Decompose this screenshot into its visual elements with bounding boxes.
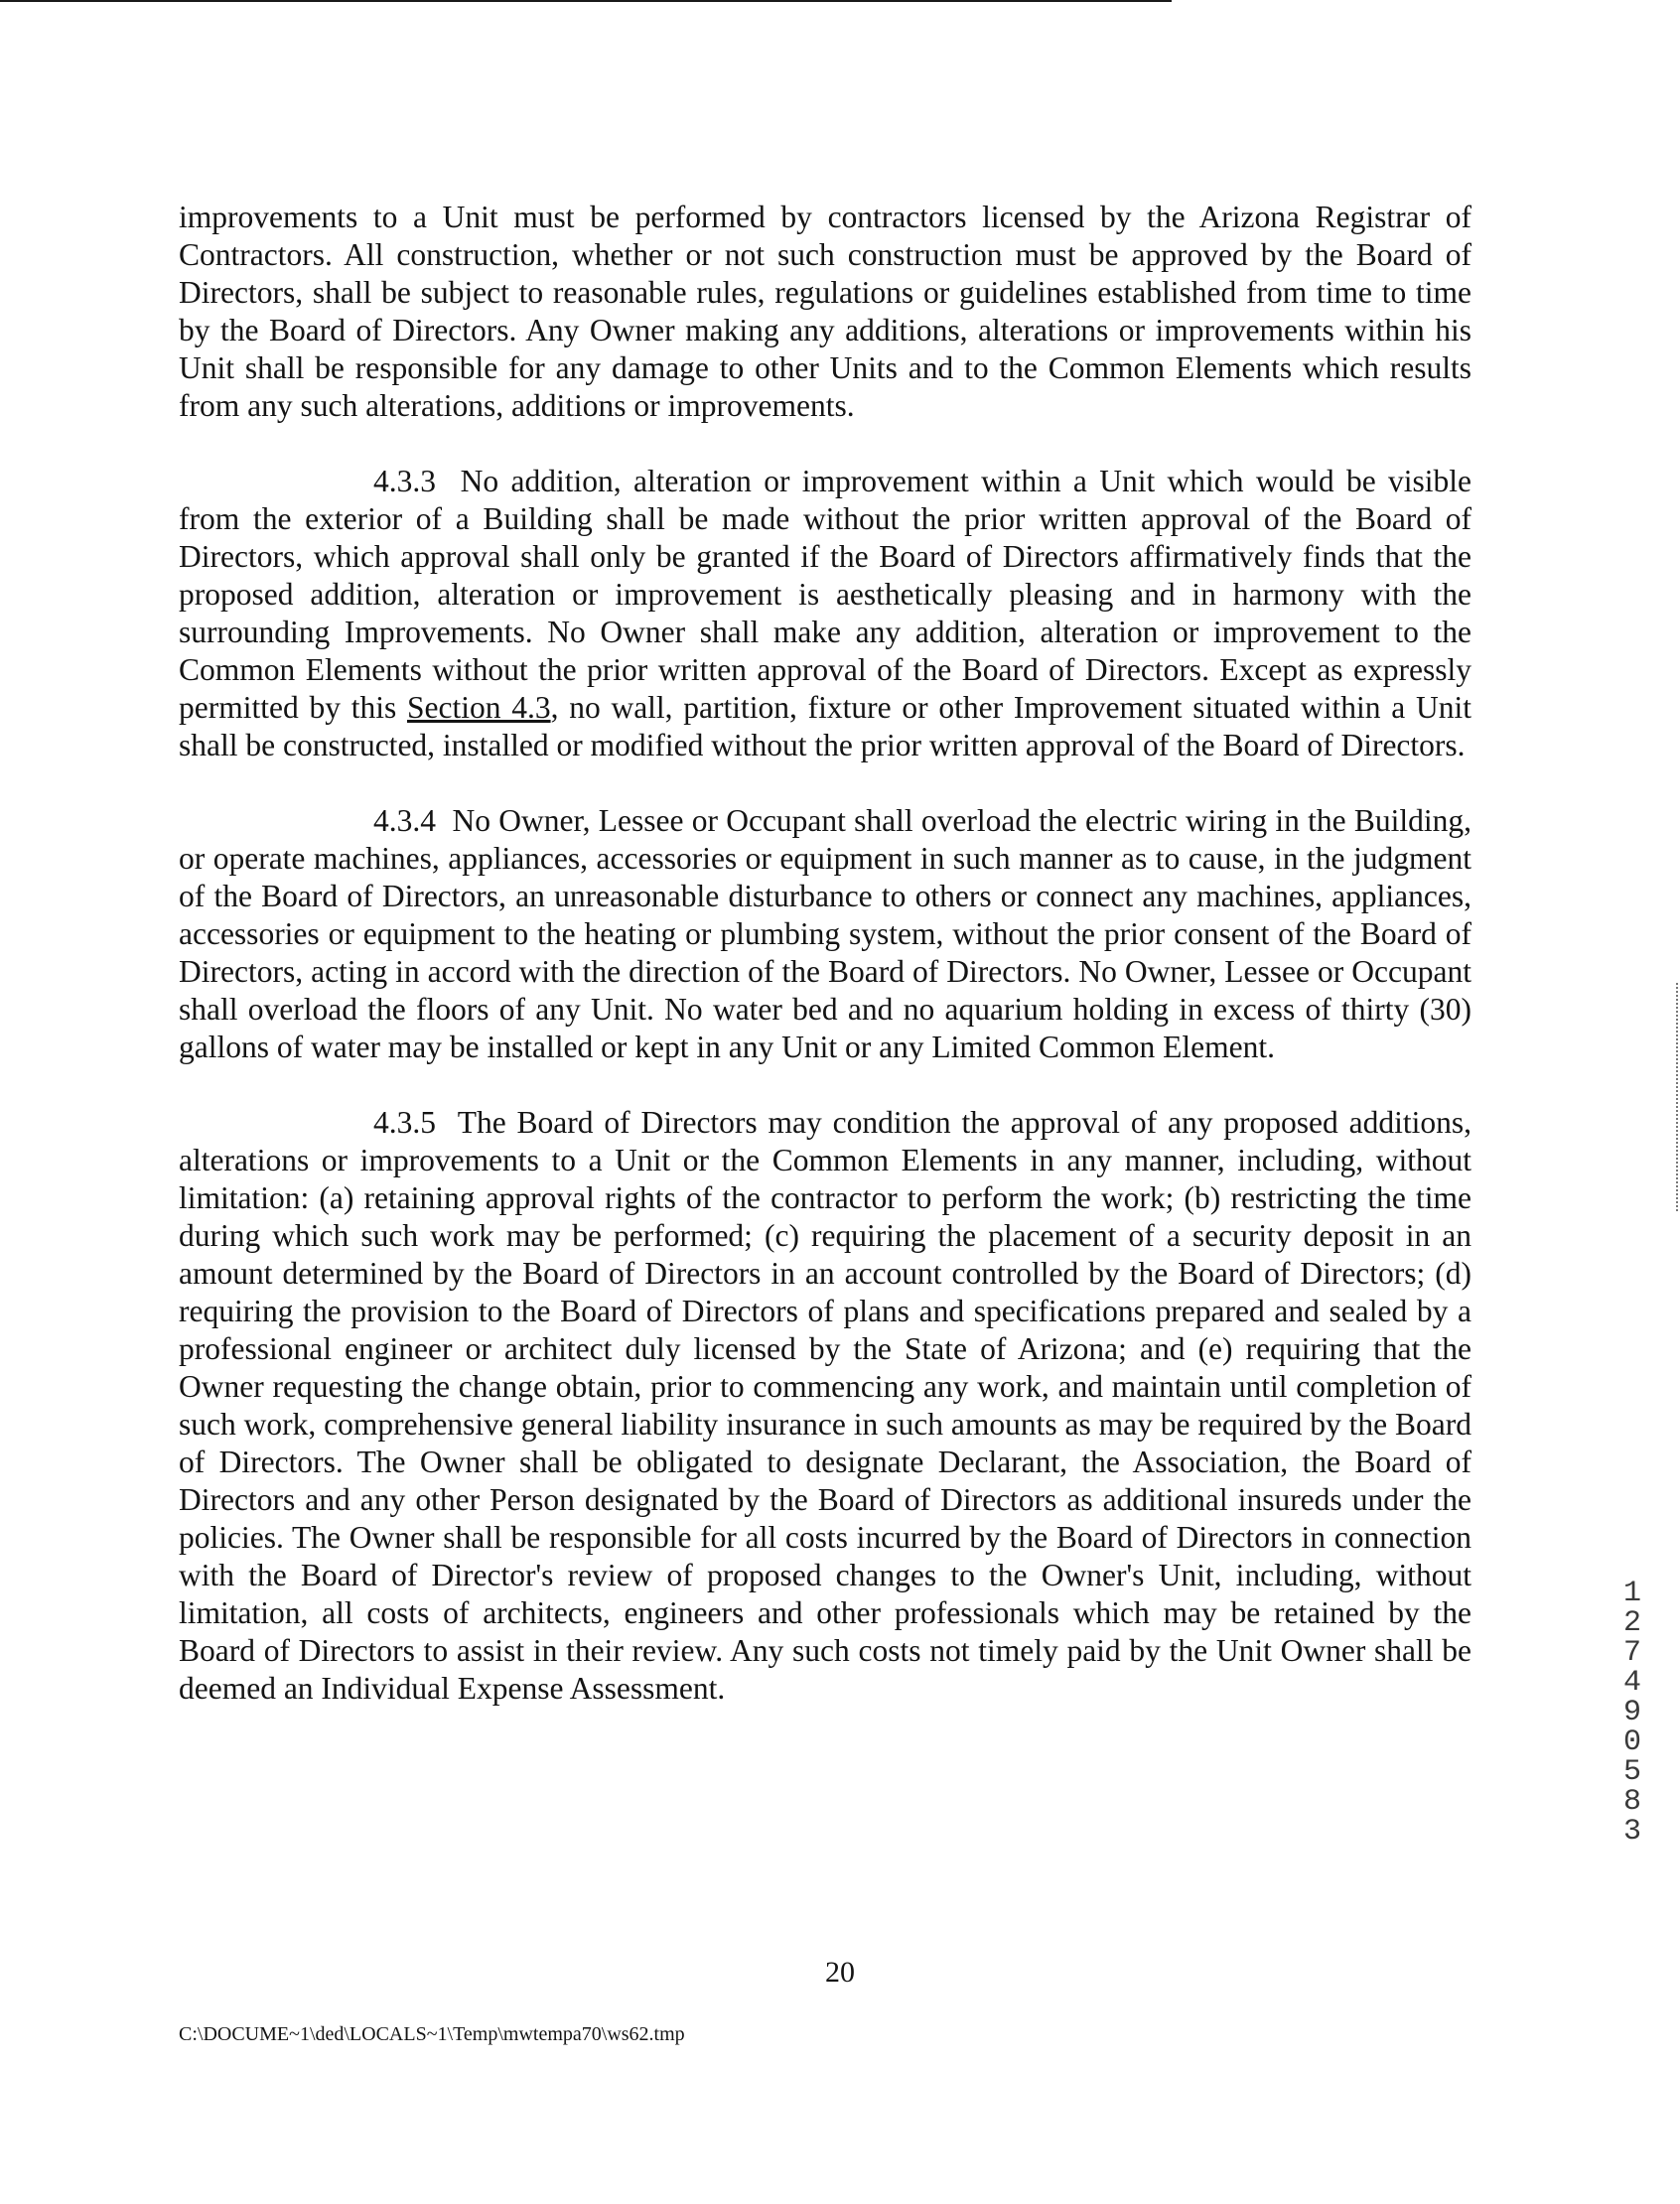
section-number: 4.3.3 [373, 464, 436, 498]
recording-stamp: 12749 0583 [1622, 1577, 1641, 1849]
paragraph-4-3-4 [179, 802, 1471, 1066]
document-page [179, 199, 1471, 1745]
paragraph-4-3-5 [179, 1104, 1471, 1708]
paragraph-text: No addition, alteration or improvement within a Unit which would be visible from the exterior of a Building shall be made without the prior written approval of the Board of Directors, which approval shall only be granted if the Board of Directors affirmatively finds that the proposed addition, alteration or improvement is aesthetically pleasing and in harmony with the surrounding Improvements. No Owner shall make any addition, alteration or improvement to the Common Elements without the prior written approval of the Board of Directors. Except as expressly permitted by this [179, 464, 1471, 725]
file-path-footer: C:\DOCUME~1\ded\LOCALS~1\Temp\mwtempa70\ws62.tmp [179, 2023, 685, 2045]
paragraph-4-3-3 [179, 463, 1471, 764]
paragraph-continuation [179, 199, 1471, 425]
paragraph-text: The Board of Directors may condition the approval of any proposed additions, alterations or improvements to a Unit or the Common Elements in any manner, including, without limitation: (a) retaining approval rights of the contractor to perform the work; (b) restricting the time during which such work may be performed; (c) requiring the placement of a security deposit in an amount determined by the Board of Directors in an account controlled by the Board of Directors; (d) requiring the provision to the Board of Directors of plans and specifications prepared and sealed by a professional engineer or architect duly licensed by the State of Arizona; and (e) requiring that the Owner requesting the change obtain, prior to commencing any work, and maintain until completion of such work, comprehensive general liability insurance in such amounts as may be required by the Board of Directors. The Owner shall be obligated to designate Declarant, the Association, the Board of Directors and any other Person designated by the Board of Directors as additional insureds under the policies. The Owner shall be responsible for all costs incurred by the Board of Directors in connection with the Board of Director's review of proposed changes to the Owner's Unit, including, without limitation, all costs of architects, engineers and other professionals which may be retained by the Board of Directors to assist in their review. Any such costs not timely paid by the Unit Owner shall be deemed an Individual Expense Assessment. [179, 1105, 1472, 1706]
section-reference-link: Section 4.3 [406, 690, 551, 725]
section-number: 4.3.5 [373, 1105, 436, 1140]
scan-edge-marks [1676, 983, 1680, 1211]
section-number: 4.3.4 [373, 803, 436, 838]
paragraph-text: , no wall, partition, fixture or other Improvement situated within a Unit shall be constructed, installed or modified without the prior written approval of the Board of Directors. [179, 690, 1471, 762]
page-number: 20 [825, 1956, 855, 1989]
paragraph-text: improvements to a Unit must be performed by contractors licensed by the Arizona Registrar of Contractors. All construction, whether or not such construction must be approved by the Board of Directors, shall be subject to reasonable rules, regulations or guidelines established from time to time by the Board of Directors. Any Owner making any additions, alterations or improvements within his Unit shall be responsible for any damage to other Units and to the Common Elements which results from any such alterations, additions or improvements. [179, 200, 1471, 423]
paragraph-text: No Owner, Lessee or Occupant shall overload the electric wiring in the Building, or operate machines, appliances, accessories or equipment in such manner as to cause, in the judgment of the Board of Directors, an unreasonable disturbance to others or connect any machines, appliances, accessories or equipment to the heating or plumbing system, without the prior consent of the Board of Directors, acting in accord with the direction of the Board of Directors. No Owner, Lessee or Occupant shall overload the floors of any Unit. No water bed and no aquarium holding in excess of thirty (30) gallons of water may be installed or kept in any Unit or any Limited Common Element. [179, 803, 1472, 1064]
top-rule [0, 0, 1172, 2]
